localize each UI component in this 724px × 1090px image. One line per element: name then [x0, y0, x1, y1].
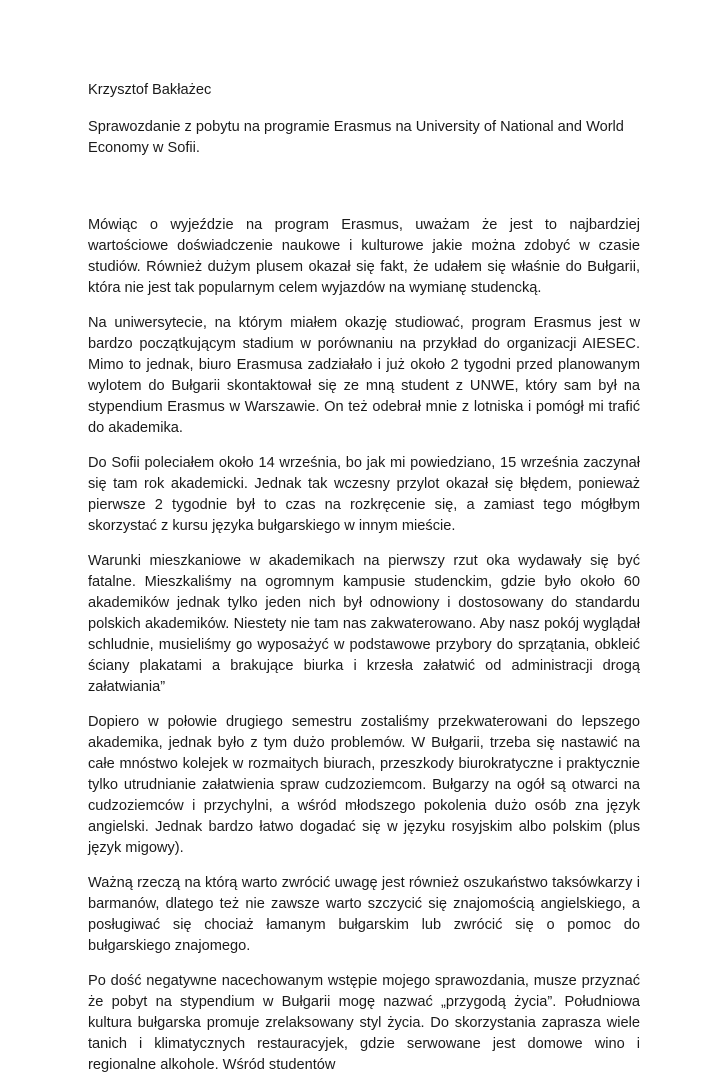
document-page — [88, 80, 640, 1090]
paragraph: Ważną rzeczą na którą warto zwrócić uwagę jest również oszukaństwo taksówkarzy i barmanów, dlatego też nie zawsze warto szczycić się znajomością angielskiego, a posługiwać się chociaż łamanym bułgarskim lub zwrócić się o pomoc do bułgarskiego znajomego. — [88, 875, 640, 954]
report-title: Sprawozdanie z pobytu na programie Erasmus na University of National and World Economy w Sofii. — [88, 119, 624, 156]
author-name: Krzysztof Bakłażec — [88, 82, 212, 98]
paragraph: Mówiąc o wyjeździe na program Erasmus, uważam że jest to najbardziej wartościowe doświadczenie naukowe i kulturowe jakie można zdobyć w czasie studiów. Również dużym plusem okazał się fakt, że udałem się właśnie do Bułgarii, która nie jest tak popularnym celem wyjazdów na wymianę studencką. — [88, 217, 640, 296]
paragraph: Warunki mieszkaniowe w akademikach na pierwszy rzut oka wydawały się być fatalne. Mieszkaliśmy na ogromnym kampusie studenckim, gdzie było około 60 akademików jednak tylko jeden nich był odnowiony i dostosowany do standardu polskich akademików. Niestety nie tam nas zakwaterowano. Aby nasz pokój wyglądał schludnie, musieliśmy go wyposażyć w podstawowe przybory do sprzątania, obkleić ściany plakatami a brakujące biurka i krzesła załatwić od administracji drogą załatwiania” — [88, 553, 640, 695]
paragraph: Na uniwersytecie, na którym miałem okazję studiować, program Erasmus jest w bardzo początkującym stadium w porównaniu na przykład do organizacji AIESEC. Mimo to jednak, biuro Erasmusa zadziałało i już około 2 tygodni przed planowanym wylotem do Bułgarii skontaktował się ze mną student z UNWE, który sam był na stypendium Erasmus w Warszawie. On też odebrał mnie z lotniska i pomógł mi trafić do akademika. — [88, 315, 640, 436]
paragraph: Do Sofii poleciałem około 14 września, bo jak mi powiedziano, 15 września zaczynał się tam rok akademicki. Jednak tak wczesny przylot okazał się błędem, ponieważ pierwsze 2 tygodnie był to czas na rozkręcenie się, a zamiast tego mógłbym skorzystać z kursu języka bułgarskiego w innym mieście. — [88, 455, 640, 534]
paragraph: Po dość negatywne nacechowanym wstępie mojego sprawozdania, musze przyznać że pobyt na stypendium w Bułgarii mogę nazwać „przygodą życia”. Południowa kultura bułgarska promuje zrelaksowany styl życia. Do skorzystania zaprasza wiele tanich i klimatycznych restauracyjek, gdzie serwowane jest domowe wino i regionalne alkohole. Wśród studentów — [88, 973, 640, 1073]
paragraph: Dopiero w połowie drugiego semestru zostaliśmy przekwaterowani do lepszego akademika, jednak było z tym dużo problemów. W Bułgarii, trzeba się nastawić na całe mnóstwo kolejek w rozmaitych biurach, przeszkody biurokratyczne i praktycznie tylko utrudnianie załatwienia spraw cudzoziemcom. Bułgarzy na ogół są otwarci na cudzoziemców i przychylni, a wśród młodszego pokolenia dużo osób zna język angielski. Jednak bardzo łatwo dogadać się w języku rosyjskim albo polskim (plus język migowy). — [88, 714, 640, 856]
